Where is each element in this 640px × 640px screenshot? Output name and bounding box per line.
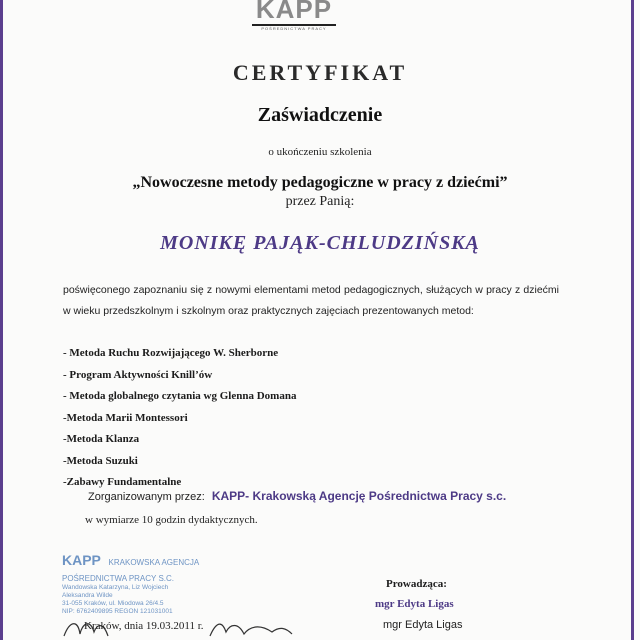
signatory-name: mgr Edyta Ligas [375,598,454,610]
stamp-line: Wandowska Katarzyna, Liz Wojciech [62,584,169,591]
method-item: -Zabawy Fundamentalne [63,476,182,488]
method-item: -Metoda Suzuki [63,454,138,467]
method-item: - Metoda globalnego czytania wg Glenna Domana [63,390,297,402]
certificate-title: CERTYFIKAT [232,60,408,85]
przez-line: przez Panią: [285,194,355,209]
stamp-line: 31-055 Kraków, ul. Miodowa 26/4.5 [62,600,164,607]
methods-list [63,343,296,494]
organizer-name: KAPP- Krakowską Agencję Pośrednictwa Pracy s.c. [211,489,507,503]
method-item: - Metoda Ruchu Rozwijającego W. Sherborne [63,347,279,359]
signatory-stamp: mgr Edyta Ligas [383,619,463,631]
method-item: - Program Aktywności Knill’ów [63,368,213,381]
logo-text: KAPP [255,0,333,24]
logo-subtext: POŚREDNICTWA PRACY [261,26,327,31]
right-border [631,0,634,640]
city-date: Kraków, dnia 19.03.2011 r. [84,620,204,632]
recipient-name: MONIKĘ PAJĄK-CHLUDZIŃSKĄ [160,232,480,254]
method-item: -Metoda Klanza [63,433,140,445]
certificate-subtitle: Zaświadczenie [257,104,383,126]
organizer-line [88,489,506,503]
stamp-line: Aleksandra Wilde [62,592,113,599]
organized-label: Zorganizowanym przez: [88,491,205,503]
company-stamp [62,552,232,616]
stamp-logo-side: KRAKOWSKA AGENCJA POŚREDNICTWA PRACY S.C. [62,558,199,583]
stamp-logo [62,552,232,584]
stamp-logo-text: KAPP [62,552,101,568]
description-text: poświęconego zapoznaniu się z nowymi elementami metod pedagogicznych, służących w pracy z dziećmi w wieku przedszkolnym i szkolnym oraz praktycznych zajęciach prezentowanych metod: [63,284,559,317]
stamp-line: NIP: 6762409895 REGON 121031001 [62,608,173,615]
left-border [0,0,3,640]
kapp-logo [252,0,336,32]
course-title: „Nowoczesne metody pedagogiczne w pracy z dziećmi” [132,174,508,191]
completion-line: o ukończeniu szkolenia [268,146,372,158]
hours-line: w wymiarze 10 godzin dydaktycznych. [85,514,258,526]
signatory-label: Prowadząca: [386,578,447,590]
method-item: -Metoda Marii Montessori [63,411,188,424]
